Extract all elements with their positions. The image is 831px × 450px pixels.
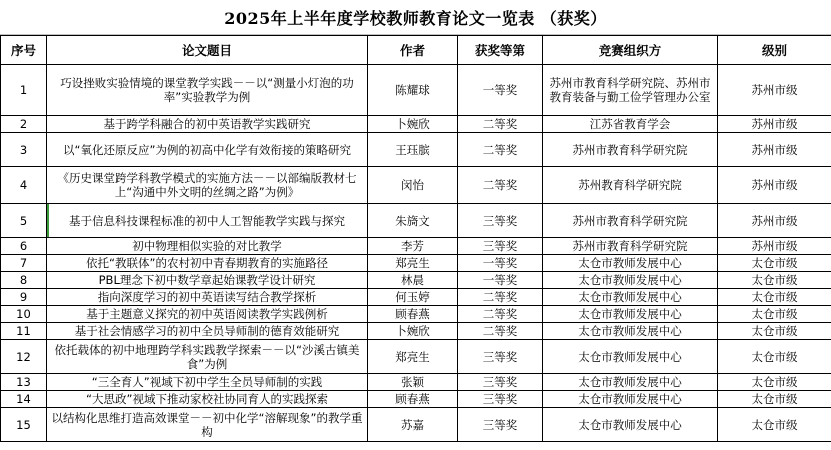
cell-author[interactable]: 郑亮生 [368,255,458,272]
cell-award[interactable]: 三等奖 [458,340,543,374]
cell-level[interactable]: 太仓市级 [718,340,831,374]
cell-level[interactable]: 苏州市级 [718,116,831,133]
cell-level[interactable]: 太仓市级 [718,289,831,306]
cell-award[interactable]: 三等奖 [458,391,543,408]
cell-level[interactable]: 太仓市级 [718,374,831,391]
header-org[interactable]: 竞赛组织方 [543,36,718,65]
cell-author[interactable]: 何玉婷 [368,289,458,306]
cell-no[interactable]: 12 [1,340,47,374]
cell-org[interactable]: 苏州教育科学研究院 [543,167,718,204]
table-row [1,238,831,255]
cell-level[interactable]: 太仓市级 [718,323,831,340]
cell-no[interactable]: 9 [1,289,47,306]
cell-org[interactable]: 太仓市教师发展中心 [543,340,718,374]
table-row [1,306,831,323]
cell-award[interactable]: 二等奖 [458,289,543,306]
cell-author[interactable]: 顾春燕 [368,306,458,323]
table-row [1,340,831,374]
cell-award[interactable]: 二等奖 [458,323,543,340]
cell-level[interactable]: 苏州市级 [718,133,831,167]
cell-award[interactable]: 二等奖 [458,167,543,204]
table-row [1,408,831,442]
table-row [1,255,831,272]
cell-award[interactable]: 三等奖 [458,374,543,391]
cell-org[interactable]: 苏州市教育科学研究院 [543,204,718,238]
table-row [1,289,831,306]
cell-title[interactable]: 巧设挫败实验情境的课堂教学实践－－以“测量小灯泡的功率”实验教学为例 [47,65,368,116]
cell-title[interactable]: 依托载体的初中地理跨学科实践教学探索－－以“沙溪古镇美食”为例 [47,340,368,374]
cell-award[interactable]: 二等奖 [458,133,543,167]
papers-table [0,35,831,442]
cell-title[interactable]: 以结构化思维打造高效课堂－－初中化学“溶解现象”的教学重构 [47,408,368,442]
table-row [1,65,831,116]
cell-author[interactable]: 闵怡 [368,167,458,204]
cell-no[interactable]: 10 [1,306,47,323]
cell-org[interactable]: 太仓市教师发展中心 [543,272,718,289]
cell-level[interactable]: 太仓市级 [718,391,831,408]
cell-org[interactable]: 苏州市教育科学研究院 [543,133,718,167]
header-award[interactable]: 获奖等第 [458,36,543,65]
cell-level[interactable]: 太仓市级 [718,272,831,289]
cell-title[interactable]: 基于主题意义探究的初中英语阅读教学实践例析 [47,306,368,323]
cell-level[interactable]: 苏州市级 [718,65,831,116]
cell-level[interactable]: 苏州市级 [718,238,831,255]
cell-no[interactable]: 5 [1,204,47,238]
cell-author[interactable]: 陈耀球 [368,65,458,116]
cell-title[interactable]: “大思政”视域下推动家校社协同育人的实践探索 [47,391,368,408]
cell-title[interactable]: 以“氧化还原反应”为例的初高中化学有效衔接的策略研究 [47,133,368,167]
cell-award[interactable]: 一等奖 [458,272,543,289]
cell-author[interactable]: 朱旖文 [368,204,458,238]
cell-title[interactable]: “三全育人”视域下初中学生全员导师制的实践 [47,374,368,391]
cell-award[interactable]: 二等奖 [458,306,543,323]
cell-award[interactable]: 一等奖 [458,65,543,116]
cell-org[interactable]: 太仓市教师发展中心 [543,306,718,323]
header-no[interactable]: 序号 [1,36,47,65]
cell-level[interactable]: 太仓市级 [718,255,831,272]
table-row [1,204,831,238]
cell-level[interactable]: 苏州市级 [718,167,831,204]
cell-no[interactable]: 8 [1,272,47,289]
cell-no[interactable]: 4 [1,167,47,204]
cell-author[interactable]: 李芳 [368,238,458,255]
table-row [1,374,831,391]
cell-author[interactable]: 张颖 [368,374,458,391]
cell-award[interactable]: 三等奖 [458,238,543,255]
cell-no[interactable]: 3 [1,133,47,167]
cell-title[interactable]: 初中物理相似实验的对比教学 [47,238,368,255]
cell-title[interactable]: 《历史课堂跨学科教学模式的实施方法－－以部编版教材七上“沟通中外文明的丝绸之路”为例》 [47,167,368,204]
header-level[interactable]: 级别 [718,36,831,65]
table-row [1,133,831,167]
cell-org[interactable]: 苏州市教育科学研究院 [543,238,718,255]
cell-no[interactable]: 14 [1,391,47,408]
cell-no[interactable]: 15 [1,408,47,442]
cell-author[interactable]: 卜婉欣 [368,116,458,133]
table-row [1,167,831,204]
cell-award[interactable]: 三等奖 [458,204,543,238]
cell-title[interactable]: 指向深度学习的初中英语读写结合教学探析 [47,289,368,306]
cell-author[interactable]: 卜婉欣 [368,323,458,340]
cell-no[interactable]: 6 [1,238,47,255]
cell-award[interactable]: 三等奖 [458,408,543,442]
cell-level[interactable]: 苏州市级 [718,204,831,238]
cell-award[interactable]: 二等奖 [458,116,543,133]
cell-author[interactable]: 苏嘉 [368,408,458,442]
cell-title[interactable]: 基于社会情感学习的初中全员导师制的德育效能研究 [47,323,368,340]
cell-org[interactable]: 太仓市教师发展中心 [543,323,718,340]
cell-title[interactable]: 依托“教联体”的农村初中青春期教育的实施路径 [47,255,368,272]
cell-no[interactable]: 1 [1,65,47,116]
cell-level[interactable]: 太仓市级 [718,408,831,442]
table-row [1,116,831,133]
cell-award[interactable]: 一等奖 [458,255,543,272]
table-row [1,272,831,289]
cell-no[interactable]: 11 [1,323,47,340]
cell-author[interactable]: 顾春燕 [368,391,458,408]
table-row [1,391,831,408]
table-row [1,323,831,340]
header-author[interactable]: 作者 [368,36,458,65]
cell-author[interactable]: 林晨 [368,272,458,289]
cell-org[interactable]: 太仓市教师发展中心 [543,408,718,442]
cell-title[interactable]: 基于跨学科融合的初中英语教学实践研究 [47,116,368,133]
cell-org[interactable]: 江苏省教育学会 [543,116,718,133]
cell-org[interactable]: 苏州市教育科学研究院、苏州市教育装备与勤工俭学管理办公室 [543,65,718,116]
cell-title[interactable]: 基于信息科技课程标准的初中人工智能教学实践与探究 [47,204,368,238]
cell-title[interactable]: PBL理念下初中数学章起始课教学设计研究 [47,272,368,289]
header-row [1,36,831,65]
cell-level[interactable]: 太仓市级 [718,306,831,323]
cell-org[interactable]: 太仓市教师发展中心 [543,255,718,272]
cell-author[interactable]: 郑亮生 [368,340,458,374]
table-title: 2025年上半年度学校教师教育论文一览表 （获奖） [0,0,831,35]
cell-no[interactable]: 13 [1,374,47,391]
cell-no[interactable]: 2 [1,116,47,133]
cell-org[interactable]: 太仓市教师发展中心 [543,289,718,306]
cell-org[interactable]: 太仓市教师发展中心 [543,374,718,391]
cell-org[interactable]: 太仓市教师发展中心 [543,391,718,408]
cell-no[interactable]: 7 [1,255,47,272]
header-title[interactable]: 论文题目 [47,36,368,65]
cell-author[interactable]: 王珏膑 [368,133,458,167]
